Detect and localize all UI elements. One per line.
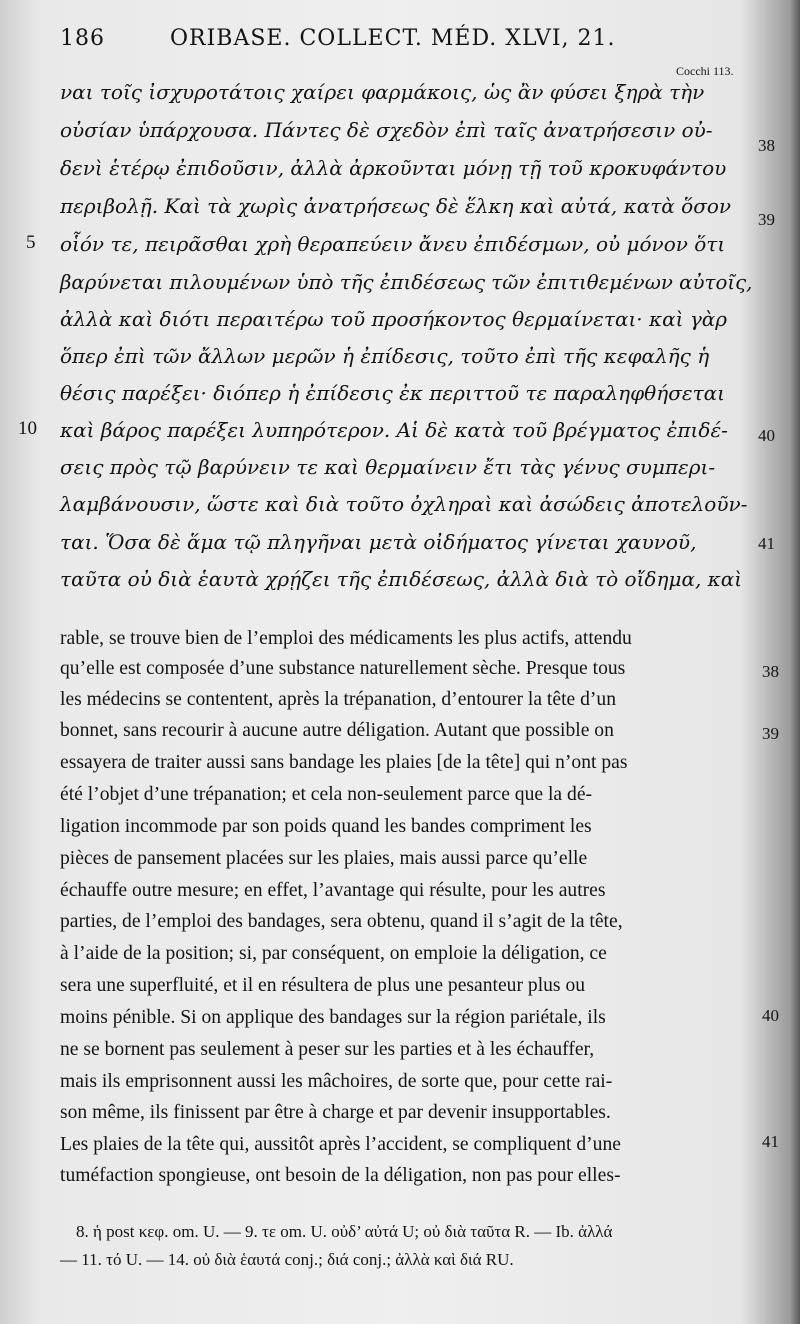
french-line: Les plaies de la tête qui, aussitôt après l’accident, se compliquent d’une [60, 1134, 621, 1155]
greek-line: ἀλλὰ καὶ διότι περαιτέρω τοῦ προσήκοντος θερμαίνεται· καὶ γὰρ [60, 307, 728, 331]
french-margin-number: 38 [762, 662, 779, 681]
page-header [0, 26, 800, 66]
greek-line: βαρύνεται πιλουμένων ὑπὸ τῆς ἐπιδέσεως τῶν ἐπιτιθεμένων αὐτοῖς, [60, 270, 753, 294]
greek-line: ται. Ὅσα δὲ ἅμα τῷ πληγῆναι μετὰ οἰδήματος γίνεται χαυνοῦ, [60, 530, 697, 554]
greek-line: περιβολῇ. Καὶ τὰ χωρὶς ἀνατρήσεως δὲ ἕλκη καὶ αὐτά, κατὰ ὅσον [60, 194, 732, 218]
greek-margin-number: 38 [758, 136, 775, 155]
french-margin-number: 41 [762, 1132, 779, 1151]
french-line: bonnet, sans recourir à aucune autre déligation. Autant que possible on [60, 720, 614, 741]
french-line: ne se bornent pas seulement à peser sur les parties et à les échauffer, [60, 1039, 595, 1060]
line-number-10: 10 [18, 418, 37, 439]
greek-line: λαμβάνουσιν, ὥστε καὶ διὰ τοῦτο ὀχληραὶ καὶ ἀσώδεις ἀποτελοῦν- [60, 492, 748, 516]
french-margin-number: 39 [762, 724, 779, 743]
greek-margin-number: 41 [758, 534, 775, 553]
french-line: sera une superfluité, et il en résultera de plus une pesanteur plus ou [60, 975, 586, 996]
greek-line: θέσις παρέξει· διόπερ ἡ ἐπίδεσις ἐκ περιττοῦ τε παραληφθήσεται [60, 381, 725, 405]
french-line: à l’aide de la position; si, par conséquent, on emploie la déligation, ce [60, 943, 607, 964]
french-line: son même, ils finissent par être à charge et par devenir insupportables. [60, 1102, 611, 1123]
french-line: été l’objet d’une trépanation; et cela non-seulement parce que la dé- [60, 784, 593, 805]
greek-line: ὅπερ ἐπὶ τῶν ἄλλων μερῶν ἡ ἐπίδεσις, τοῦτο ἐπὶ τῆς κεφαλῆς ἡ [60, 344, 710, 368]
greek-line: οὐσίαν ὑπάρχουσα. Πάντες δὲ σχεδὸν ἐπὶ ταῖς ἀνατρήσεσιν οὐ- [60, 118, 713, 142]
greek-line: οἷόν τε, πειρᾶσθαι χρὴ θεραπεύειν ἄνευ ἐπιδέσμων, οὐ μόνον ὅτι [60, 232, 726, 256]
french-line: les médecins se contentent, après la trépanation, d’entourer la tête d’un [60, 689, 617, 710]
greek-line: ταῦτα οὐ διὰ ἑαυτὰ χρῄζει τῆς ἐπιδέσεως, ἀλλὰ διὰ τὸ οἴδημα, καὶ [60, 567, 743, 591]
greek-line: σεις πρὸς τῷ βαρύνειν τε καὶ θερμαίνειν ἔτι τὰς γένυς συμπερι- [60, 455, 716, 479]
french-line: mais ils emprisonnent aussi les mâchoires, de sorte que, pour cette rai- [60, 1071, 613, 1092]
french-margin-number: 40 [762, 1006, 779, 1025]
french-line: essayera de traiter aussi sans bandage les plaies [de la tête] qui n’ont pas [60, 752, 628, 773]
footnote-line: 8. ἡ post κεφ. om. U. — 9. τε om. U. οὐδ’ αὐτά U; οὐ διὰ ταῦτα R. — Ib. ἀλλά [76, 1222, 613, 1241]
margin-reference: Cocchi 113. [676, 64, 734, 78]
french-line: ligation incommode par son poids quand les bandes compriment les [60, 816, 592, 837]
french-line: moins pénible. Si on applique des bandages sur la région pariétale, ils [60, 1007, 606, 1028]
greek-margin-number: 39 [758, 210, 775, 229]
greek-line: δενὶ ἑτέρῳ ἐπιδοῦσιν, ἀλλὰ ἀρκοῦνται μόνῃ τῇ τοῦ κροκυφάντου [60, 156, 727, 180]
line-number-5: 5 [26, 232, 36, 253]
french-line: parties, de l’emploi des bandages, sera obtenu, quand il s’agit de la tête, [60, 911, 623, 932]
running-title: ORIBASE. COLLECT. MÉD. XLVI, 21. [170, 26, 616, 51]
page-number: 186 [60, 26, 105, 51]
greek-margin-number: 40 [758, 426, 775, 445]
french-line: pièces de pansement placées sur les plaies, mais aussi parce qu’elle [60, 848, 588, 869]
footnote-line: — 11. τό U. — 14. οὐ διὰ ἑαυτά conj.; διά conj.; ἀλλὰ καὶ διά RU. [60, 1250, 514, 1269]
greek-line: ναι τοῖς ἰσχυροτάτοις χαίρει φαρμάκοις, ὡς ἂν φύσει ξηρὰ τὴν [60, 80, 705, 104]
french-line: échauffe outre mesure; en effet, l’avantage qui résulte, pour les autres [60, 880, 606, 901]
greek-line: καὶ βάρος παρέξει λυπηρότερον. Αἱ δὲ κατὰ τοῦ βρέγματος ἐπιδέ- [60, 418, 728, 442]
french-line: rable, se trouve bien de l’emploi des médicaments les plus actifs, attendu [60, 628, 632, 649]
french-line: qu’elle est composée d’une substance naturellement sèche. Presque tous [60, 658, 626, 679]
french-line: tuméfaction spongieuse, ont besoin de la déligation, non pas pour elles- [60, 1165, 621, 1186]
